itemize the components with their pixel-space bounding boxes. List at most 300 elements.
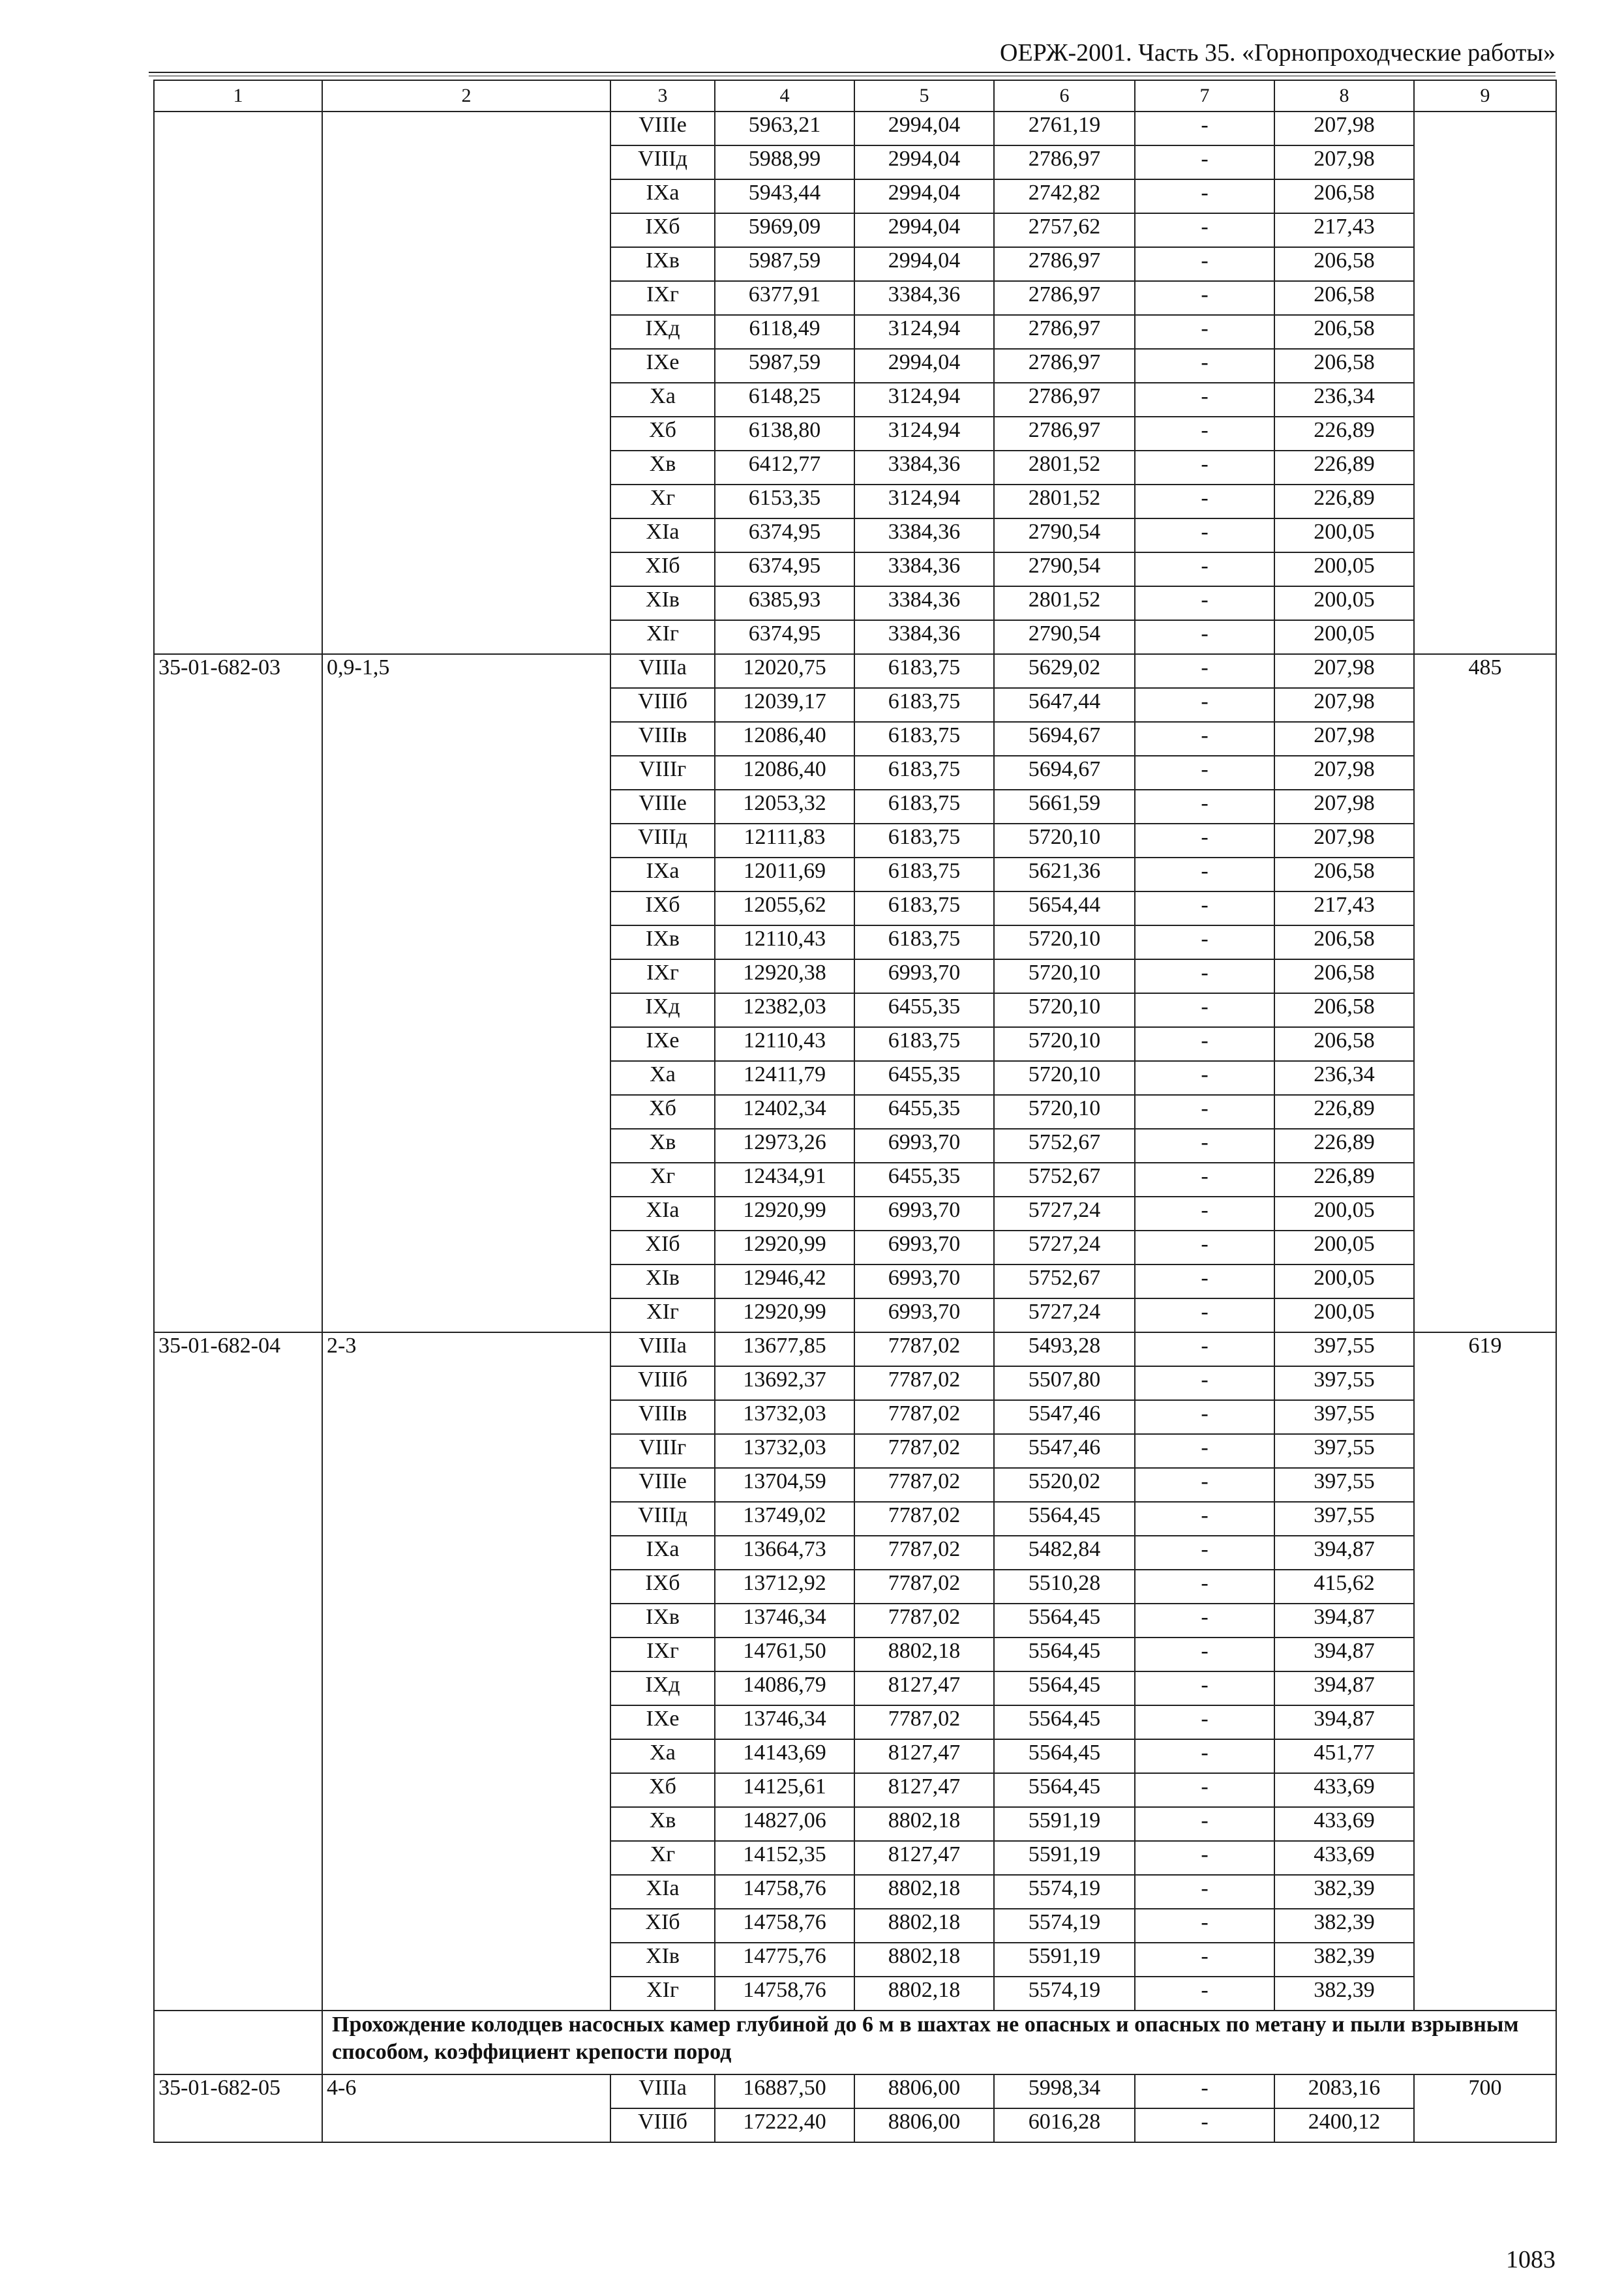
table-cell: 14827,06 — [715, 1807, 854, 1841]
section-heading: Прохождение колодцев насосных камер глубиной до 6 м в шахтах не опасных и опасных по метану и пыли взрывным способом, коэффициент крепости пород — [322, 2011, 1556, 2074]
table-cell: VIIIв — [610, 1400, 715, 1434]
table-cell: - — [1135, 1807, 1274, 1841]
table-cell: 226,89 — [1274, 417, 1414, 451]
table-cell: 200,05 — [1274, 586, 1414, 620]
table-cell: 6183,75 — [854, 654, 994, 688]
table-cell: Хб — [610, 1773, 715, 1807]
table-cell: - — [1135, 858, 1274, 891]
table-cell: - — [1135, 145, 1274, 179]
table-cell: - — [1135, 688, 1274, 722]
table-cell: 2994,04 — [854, 179, 994, 213]
table-cell: 7787,02 — [854, 1536, 994, 1570]
table-cell: ХIб — [610, 552, 715, 586]
table-cell: IХг — [610, 959, 715, 993]
table-cell: 6455,35 — [854, 1095, 994, 1129]
table-cell: 6183,75 — [854, 824, 994, 858]
table-row — [154, 112, 1556, 145]
row-code-cell: 35-01-682-05 — [154, 2074, 322, 2142]
table-cell: 2786,97 — [994, 315, 1135, 349]
table-cell: - — [1135, 993, 1274, 1027]
table-cell: 397,55 — [1274, 1434, 1414, 1468]
table-cell: VIIIв — [610, 722, 715, 756]
row-code-cell: 35-01-682-04 — [154, 1332, 322, 2011]
table-cell: IХв — [610, 247, 715, 281]
table-cell: - — [1135, 1502, 1274, 1536]
table-cell: Ха — [610, 1739, 715, 1773]
table-cell: 8127,47 — [854, 1841, 994, 1875]
table-cell: 5727,24 — [994, 1298, 1135, 1332]
table-cell: - — [1135, 586, 1274, 620]
table-cell: 5591,19 — [994, 1943, 1135, 1977]
table-cell: 6455,35 — [854, 1163, 994, 1197]
table-cell: 13746,34 — [715, 1705, 854, 1739]
table-cell: - — [1135, 2074, 1274, 2108]
table-cell: 5574,19 — [994, 1909, 1135, 1943]
table-cell: 3384,36 — [854, 518, 994, 552]
row-col9-cell — [1414, 112, 1556, 654]
table-cell: 2801,52 — [994, 451, 1135, 485]
table-cell: - — [1135, 891, 1274, 925]
table-cell: - — [1135, 654, 1274, 688]
table-cell: 3124,94 — [854, 485, 994, 518]
table-cell: 200,05 — [1274, 552, 1414, 586]
table-cell: - — [1135, 1264, 1274, 1298]
table-cell: 12920,38 — [715, 959, 854, 993]
table-cell: 12402,34 — [715, 1095, 854, 1129]
table-cell: 433,69 — [1274, 1807, 1414, 1841]
table-cell: - — [1135, 485, 1274, 518]
row-param-cell: 4-6 — [322, 2074, 610, 2142]
table-cell: Хб — [610, 1095, 715, 1129]
table-cell: 382,39 — [1274, 1977, 1414, 2011]
table-cell: 12973,26 — [715, 1129, 854, 1163]
table-cell: 5998,34 — [994, 2074, 1135, 2108]
table-cell: ХIа — [610, 1197, 715, 1231]
table-cell: 5564,45 — [994, 1638, 1135, 1671]
table-cell: IХд — [610, 1671, 715, 1705]
table-cell: - — [1135, 179, 1274, 213]
table-cell: 415,62 — [1274, 1570, 1414, 1604]
table-cell: 8802,18 — [854, 1807, 994, 1841]
table-cell: 6385,93 — [715, 586, 854, 620]
table-cell: 12946,42 — [715, 1264, 854, 1298]
table-cell: - — [1135, 925, 1274, 959]
table-cell: 5987,59 — [715, 349, 854, 383]
table-cell: 5752,67 — [994, 1163, 1135, 1197]
table-cell: 8802,18 — [854, 1909, 994, 1943]
table-cell: 13746,34 — [715, 1604, 854, 1638]
table-cell: VIIIе — [610, 1468, 715, 1502]
table-cell: ХIб — [610, 1909, 715, 1943]
table-cell: 6118,49 — [715, 315, 854, 349]
table-cell: ХIа — [610, 1875, 715, 1909]
table-cell: - — [1135, 383, 1274, 417]
table-cell: 5564,45 — [994, 1502, 1135, 1536]
table-cell: 206,58 — [1274, 925, 1414, 959]
table-cell: - — [1135, 1434, 1274, 1468]
table-cell: 3124,94 — [854, 383, 994, 417]
table-cell: 236,34 — [1274, 1061, 1414, 1095]
table-cell: VIIIд — [610, 145, 715, 179]
table-cell: 5564,45 — [994, 1671, 1135, 1705]
table-cell: - — [1135, 1604, 1274, 1638]
table-cell: 6412,77 — [715, 451, 854, 485]
table-cell: 3384,36 — [854, 281, 994, 315]
table-cell: 451,77 — [1274, 1739, 1414, 1773]
table-cell: 3124,94 — [854, 315, 994, 349]
table-cell: - — [1135, 1366, 1274, 1400]
column-number: 3 — [610, 80, 715, 112]
table-cell: - — [1135, 756, 1274, 790]
table-cell: IХв — [610, 1604, 715, 1638]
column-number: 2 — [322, 80, 610, 112]
table-cell: - — [1135, 1977, 1274, 2011]
table-cell: 12110,43 — [715, 1027, 854, 1061]
column-number: 7 — [1135, 80, 1274, 112]
table-cell: ХIг — [610, 1977, 715, 2011]
table-cell: 16887,50 — [715, 2074, 854, 2108]
table-cell: 382,39 — [1274, 1943, 1414, 1977]
table-cell: - — [1135, 349, 1274, 383]
table-cell: 5482,84 — [994, 1536, 1135, 1570]
table-cell: 13732,03 — [715, 1434, 854, 1468]
table-cell: 217,43 — [1274, 213, 1414, 247]
table-cell: 3384,36 — [854, 620, 994, 654]
table-cell: 206,58 — [1274, 179, 1414, 213]
table-cell: IХа — [610, 858, 715, 891]
table-cell: 12920,99 — [715, 1298, 854, 1332]
table-cell: 7787,02 — [854, 1705, 994, 1739]
table-cell: 200,05 — [1274, 1264, 1414, 1298]
row-code-cell: 35-01-682-03 — [154, 654, 322, 1332]
table-cell: 13664,73 — [715, 1536, 854, 1570]
table-cell: - — [1135, 620, 1274, 654]
table-cell: 5564,45 — [994, 1739, 1135, 1773]
table-cell: 6183,75 — [854, 925, 994, 959]
table-cell: 13749,02 — [715, 1502, 854, 1536]
table-cell: ХIб — [610, 1231, 715, 1264]
table-cell: 207,98 — [1274, 688, 1414, 722]
table-cell: - — [1135, 1671, 1274, 1705]
table-cell: 14152,35 — [715, 1841, 854, 1875]
table-cell: 8127,47 — [854, 1739, 994, 1773]
table-cell: 5720,10 — [994, 824, 1135, 858]
table-cell: 2801,52 — [994, 586, 1135, 620]
table-cell: 236,34 — [1274, 383, 1414, 417]
table-cell: IХе — [610, 1027, 715, 1061]
table-cell: - — [1135, 451, 1274, 485]
table-cell: 5720,10 — [994, 993, 1135, 1027]
table-cell: 12411,79 — [715, 1061, 854, 1095]
table-cell: 12055,62 — [715, 891, 854, 925]
table-cell: - — [1135, 824, 1274, 858]
column-number-row — [154, 80, 1556, 112]
table-cell: IХд — [610, 993, 715, 1027]
table-cell: IХб — [610, 1570, 715, 1604]
table-cell: 8802,18 — [854, 1638, 994, 1671]
table-cell: IХб — [610, 213, 715, 247]
table-cell: ХIв — [610, 586, 715, 620]
table-cell: - — [1135, 1400, 1274, 1434]
column-number: 5 — [854, 80, 994, 112]
table-cell: 206,58 — [1274, 315, 1414, 349]
table-cell: - — [1135, 1705, 1274, 1739]
column-number: 9 — [1414, 80, 1556, 112]
table-cell: - — [1135, 2108, 1274, 2142]
table-cell: Хг — [610, 485, 715, 518]
table-cell: 5510,28 — [994, 1570, 1135, 1604]
table-cell: 2790,54 — [994, 620, 1135, 654]
table-cell: 5564,45 — [994, 1604, 1135, 1638]
table-cell: 2786,97 — [994, 349, 1135, 383]
table-cell: 6183,75 — [854, 688, 994, 722]
column-number: 8 — [1274, 80, 1414, 112]
table-cell: 2994,04 — [854, 145, 994, 179]
rates-table — [153, 80, 1557, 2143]
table-cell: - — [1135, 315, 1274, 349]
table-cell: 8127,47 — [854, 1773, 994, 1807]
table-cell: 207,98 — [1274, 824, 1414, 858]
table-cell: 2994,04 — [854, 247, 994, 281]
table-cell: - — [1135, 112, 1274, 145]
table-cell: 8127,47 — [854, 1671, 994, 1705]
table-cell: IХа — [610, 179, 715, 213]
table-cell: - — [1135, 1163, 1274, 1197]
table-cell: ХIв — [610, 1264, 715, 1298]
table-cell: 394,87 — [1274, 1638, 1414, 1671]
table-cell: 5727,24 — [994, 1197, 1135, 1231]
table-row — [154, 1332, 1556, 1366]
table-cell: 5943,44 — [715, 179, 854, 213]
table-cell: 2790,54 — [994, 518, 1135, 552]
table-cell: 5547,46 — [994, 1400, 1135, 1434]
table-cell: 6993,70 — [854, 959, 994, 993]
table-cell: 382,39 — [1274, 1909, 1414, 1943]
table-cell: VIIIб — [610, 2108, 715, 2142]
table-cell: 6374,95 — [715, 620, 854, 654]
table-cell: - — [1135, 1231, 1274, 1264]
table-cell: 8806,00 — [854, 2074, 994, 2108]
table-cell: 12382,03 — [715, 993, 854, 1027]
table-cell: 7787,02 — [854, 1604, 994, 1638]
table-cell: VIIIе — [610, 790, 715, 824]
table-cell: 12011,69 — [715, 858, 854, 891]
table-cell: 2742,82 — [994, 179, 1135, 213]
table-cell: 2761,19 — [994, 112, 1135, 145]
table-cell: - — [1135, 722, 1274, 756]
row-col9-cell: 619 — [1414, 1332, 1556, 2011]
table-cell: 433,69 — [1274, 1773, 1414, 1807]
table-cell: 2786,97 — [994, 281, 1135, 315]
table-cell: 7787,02 — [854, 1366, 994, 1400]
table-cell: 12434,91 — [715, 1163, 854, 1197]
table-cell: 8802,18 — [854, 1875, 994, 1909]
column-number: 6 — [994, 80, 1135, 112]
table-cell: 8806,00 — [854, 2108, 994, 2142]
table-cell: 394,87 — [1274, 1536, 1414, 1570]
table-cell: 6455,35 — [854, 1061, 994, 1095]
table-cell: ХIг — [610, 1298, 715, 1332]
table-cell: 13704,59 — [715, 1468, 854, 1502]
row-col9-cell: 700 — [1414, 2074, 1556, 2142]
table-cell: 2994,04 — [854, 112, 994, 145]
table-cell: 2786,97 — [994, 247, 1135, 281]
table-cell: 226,89 — [1274, 485, 1414, 518]
table-cell: 5647,44 — [994, 688, 1135, 722]
table-cell: 5720,10 — [994, 1095, 1135, 1129]
table-cell: 12111,83 — [715, 824, 854, 858]
table-cell: 382,39 — [1274, 1875, 1414, 1909]
table-cell: 397,55 — [1274, 1332, 1414, 1366]
table-cell: 217,43 — [1274, 891, 1414, 925]
table-cell: 397,55 — [1274, 1468, 1414, 1502]
table-cell: 226,89 — [1274, 1095, 1414, 1129]
table-cell: 5661,59 — [994, 790, 1135, 824]
table-cell: 207,98 — [1274, 145, 1414, 179]
table-cell: Хг — [610, 1841, 715, 1875]
table-cell: 397,55 — [1274, 1400, 1414, 1434]
table-cell: 6016,28 — [994, 2108, 1135, 2142]
table-cell: 5987,59 — [715, 247, 854, 281]
table-cell: 6183,75 — [854, 756, 994, 790]
table-cell: VIIIб — [610, 688, 715, 722]
table-cell: VIIIа — [610, 654, 715, 688]
table-cell: 14086,79 — [715, 1671, 854, 1705]
table-cell: 7787,02 — [854, 1502, 994, 1536]
table-cell: 5988,99 — [715, 145, 854, 179]
table-cell: 6183,75 — [854, 891, 994, 925]
table-cell: 2790,54 — [994, 552, 1135, 586]
table-cell: 2786,97 — [994, 145, 1135, 179]
table-cell: 5520,02 — [994, 1468, 1135, 1502]
table-cell: 12920,99 — [715, 1197, 854, 1231]
table-cell: - — [1135, 281, 1274, 315]
table-cell: 6183,75 — [854, 858, 994, 891]
table-cell: 5591,19 — [994, 1841, 1135, 1875]
table-cell: - — [1135, 1027, 1274, 1061]
table-cell: - — [1135, 959, 1274, 993]
table-cell: 5591,19 — [994, 1807, 1135, 1841]
row-param-cell — [322, 112, 610, 654]
table-cell: 5493,28 — [994, 1332, 1135, 1366]
table-cell: - — [1135, 1468, 1274, 1502]
table-cell: 433,69 — [1274, 1841, 1414, 1875]
table-cell: 226,89 — [1274, 451, 1414, 485]
section-blank-cell — [154, 2011, 322, 2074]
table-row — [154, 654, 1556, 688]
table-cell: 5507,80 — [994, 1366, 1135, 1400]
table-cell: 6993,70 — [854, 1129, 994, 1163]
table-cell: IХб — [610, 891, 715, 925]
table-cell: 397,55 — [1274, 1366, 1414, 1400]
table-cell: Хв — [610, 451, 715, 485]
table-cell: 2786,97 — [994, 417, 1135, 451]
section-heading-row — [154, 2011, 1556, 2074]
table-cell: 2786,97 — [994, 383, 1135, 417]
table-cell: Хв — [610, 1807, 715, 1841]
row-col9-cell: 485 — [1414, 654, 1556, 1332]
table-cell: 14143,69 — [715, 1739, 854, 1773]
table-cell: 5654,44 — [994, 891, 1135, 925]
table-cell: 14761,50 — [715, 1638, 854, 1671]
table-cell: 6148,25 — [715, 383, 854, 417]
table-cell: Хв — [610, 1129, 715, 1163]
table-cell: 200,05 — [1274, 1298, 1414, 1332]
table-cell: - — [1135, 1909, 1274, 1943]
table-cell: 12020,75 — [715, 654, 854, 688]
table-cell: IХе — [610, 349, 715, 383]
table-cell: - — [1135, 518, 1274, 552]
table-cell: ХIв — [610, 1943, 715, 1977]
table-cell: 226,89 — [1274, 1163, 1414, 1197]
table-cell: VIIIб — [610, 1366, 715, 1400]
table-cell: 5547,46 — [994, 1434, 1135, 1468]
table-cell: 14758,76 — [715, 1909, 854, 1943]
table-cell: 8802,18 — [854, 1977, 994, 2011]
table-cell: 206,58 — [1274, 993, 1414, 1027]
table-cell: - — [1135, 1332, 1274, 1366]
table-cell: - — [1135, 1197, 1274, 1231]
table-cell: 12110,43 — [715, 925, 854, 959]
table-cell: - — [1135, 1298, 1274, 1332]
table-cell: 2994,04 — [854, 349, 994, 383]
table-cell: - — [1135, 247, 1274, 281]
table-cell: 2400,12 — [1274, 2108, 1414, 2142]
table-cell: 206,58 — [1274, 959, 1414, 993]
table-cell: 6153,35 — [715, 485, 854, 518]
table-cell: 6138,80 — [715, 417, 854, 451]
table-cell: 5720,10 — [994, 959, 1135, 993]
table-cell: 200,05 — [1274, 1197, 1414, 1231]
table-cell: 206,58 — [1274, 349, 1414, 383]
table-cell: 5694,67 — [994, 722, 1135, 756]
table-cell: 5621,36 — [994, 858, 1135, 891]
table-cell: 13712,92 — [715, 1570, 854, 1604]
table-cell: 3384,36 — [854, 552, 994, 586]
table-cell: - — [1135, 1095, 1274, 1129]
table-cell: 5694,67 — [994, 756, 1135, 790]
table-cell: Ха — [610, 1061, 715, 1095]
table-cell: ХIг — [610, 620, 715, 654]
table-cell: VIIIа — [610, 1332, 715, 1366]
table-cell: 5752,67 — [994, 1264, 1135, 1298]
table-cell: 394,87 — [1274, 1671, 1414, 1705]
table-cell: 207,98 — [1274, 790, 1414, 824]
table-cell: - — [1135, 1638, 1274, 1671]
table-cell: 5727,24 — [994, 1231, 1135, 1264]
table-cell: 5969,09 — [715, 213, 854, 247]
table-cell: 5963,21 — [715, 112, 854, 145]
rates-table-body — [154, 80, 1556, 2142]
table-cell: 207,98 — [1274, 722, 1414, 756]
table-cell: 206,58 — [1274, 281, 1414, 315]
table-cell: IХв — [610, 925, 715, 959]
table-cell: 5720,10 — [994, 925, 1135, 959]
table-cell: Ха — [610, 383, 715, 417]
table-row — [154, 2074, 1556, 2108]
table-cell: VIIIг — [610, 756, 715, 790]
table-cell: 6455,35 — [854, 993, 994, 1027]
column-number: 4 — [715, 80, 854, 112]
table-cell: - — [1135, 213, 1274, 247]
table-cell: 14758,76 — [715, 1977, 854, 2011]
table-cell: 7787,02 — [854, 1332, 994, 1366]
table-cell: 5720,10 — [994, 1061, 1135, 1095]
table-cell: 12053,32 — [715, 790, 854, 824]
table-cell: 207,98 — [1274, 756, 1414, 790]
page-number: 1083 — [1506, 2246, 1556, 2273]
table-cell: 14775,76 — [715, 1943, 854, 1977]
